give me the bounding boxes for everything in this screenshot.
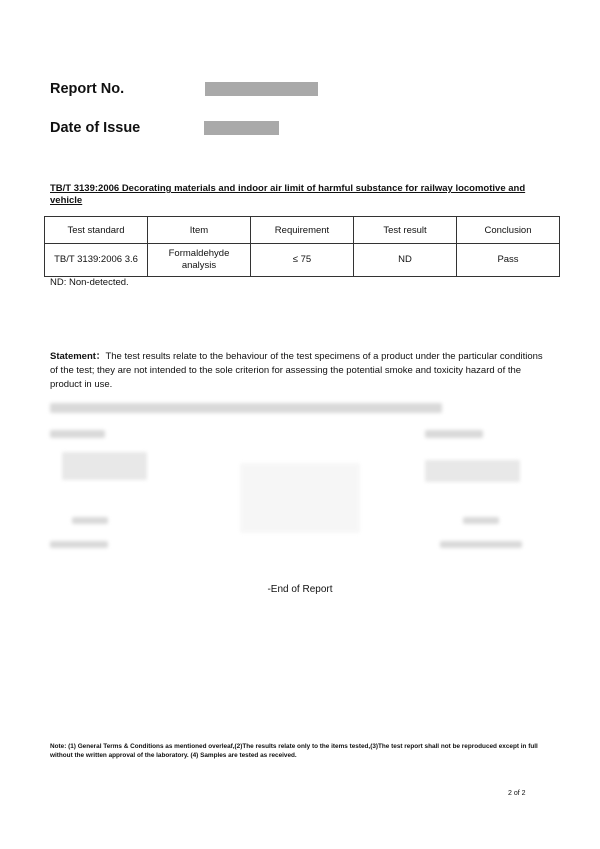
header-test-result: Test result <box>354 217 457 244</box>
statement-text: The test results relate to the behaviour of the test specimens of a product under the particular conditions of the test; they are not intended to the sole criterion for assessing the potential smoke and toxicity hazard of the product in use. <box>50 351 543 390</box>
blurred-right-signature <box>425 460 520 482</box>
table-header-row <box>45 217 560 244</box>
blurred-left-date <box>50 541 108 548</box>
cell-test-standard: TB/T 3139:2006 3.6 <box>45 244 148 277</box>
standard-title: TB/T 3139:2006 Decorating materials and indoor air limit of harmful substance for railway locomotive and vehicle <box>50 183 526 206</box>
date-of-issue-label: Date of Issue <box>50 120 141 136</box>
report-no-label: Report No. <box>50 81 125 97</box>
cell-test-result: ND <box>354 244 457 277</box>
page-number: 2 of 2 <box>508 790 526 797</box>
header-conclusion: Conclusion <box>457 217 560 244</box>
blurred-seal <box>240 463 360 533</box>
footer-note: Note: (1) General Terms & Conditions as mentioned overleaf,(2)The results relate only to the items tested,(3)The test report shall not be reproduced except in full without the written approval of the laboratory. (4) Samples are tested as received. <box>50 743 538 759</box>
statement-paragraph <box>50 350 550 392</box>
blurred-left-role <box>50 430 105 438</box>
nd-note: ND: Non-detected. <box>50 277 129 288</box>
blurred-left-name <box>72 517 108 524</box>
header-test-standard: Test standard <box>45 217 148 244</box>
cell-item: Formaldehyde analysis <box>148 244 251 277</box>
cell-requirement: ≤ 75 <box>251 244 354 277</box>
blurred-right-name <box>463 517 499 524</box>
report-no-redacted <box>205 82 318 96</box>
blurred-right-role <box>425 430 483 438</box>
header-requirement: Requirement <box>251 217 354 244</box>
table-row <box>45 244 560 277</box>
header-item: Item <box>148 217 251 244</box>
blurred-left-signature <box>62 452 147 480</box>
cell-conclusion: Pass <box>457 244 560 277</box>
blurred-company-line <box>50 403 442 413</box>
results-table <box>44 216 560 277</box>
end-of-report: -End of Report <box>267 584 333 595</box>
blurred-right-date <box>440 541 522 548</box>
date-of-issue-redacted <box>204 121 279 135</box>
statement-label: Statement： <box>50 351 106 362</box>
